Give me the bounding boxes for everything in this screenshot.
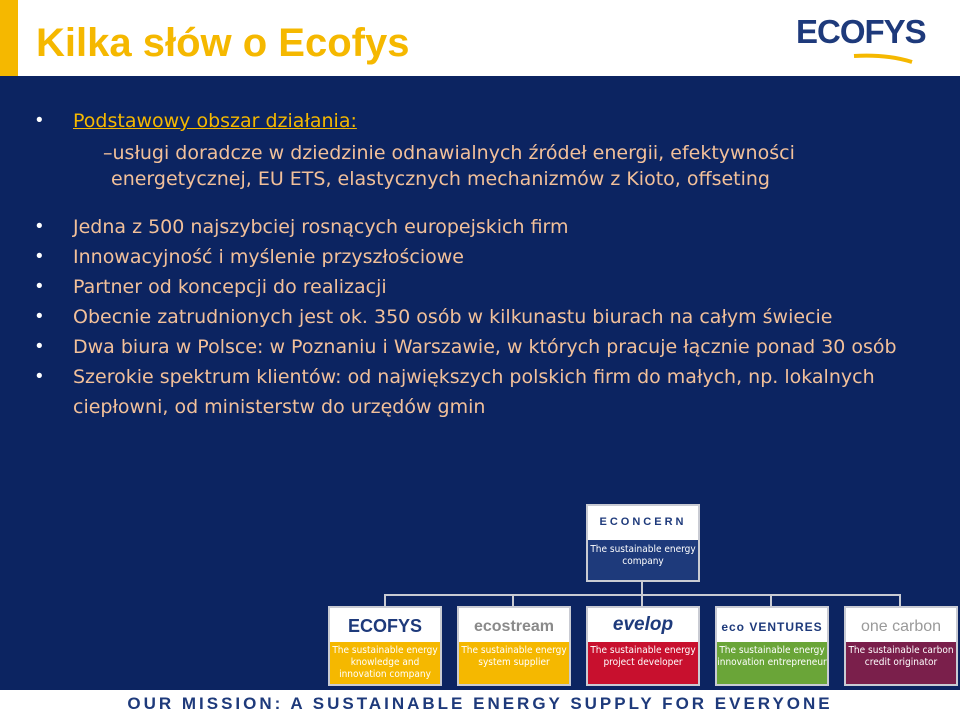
- org-caption: The sustainable energy knowledge and innovation company: [330, 642, 440, 684]
- accent-bar: [0, 0, 18, 76]
- connector-line: [899, 594, 901, 606]
- header: [0, 0, 960, 76]
- bullet-list: [36, 106, 936, 422]
- bullet-item: [36, 332, 936, 362]
- mission-text: OUR MISSION: A SUSTAINABLE ENERGY SUPPLY FOR EVERYONE: [127, 694, 833, 713]
- org-box-eco-ventures: [715, 606, 829, 686]
- bullet-dot: •: [36, 306, 43, 327]
- bullet-text: Obecnie zatrudnionych jest ok. 350 osób w kilkunastu biurach na całym świecie: [73, 306, 833, 328]
- org-caption: The sustainable energy innovation entrepreneur: [717, 642, 827, 684]
- org-box-evelop: [586, 606, 700, 686]
- bullet-text: Podstawowy obszar działania:: [73, 110, 357, 132]
- bullet-item: [36, 106, 936, 136]
- org-box-ecofys: [328, 606, 442, 686]
- page-title: Kilka słów o Ecofys: [36, 21, 410, 65]
- logo-swoosh-icon: [796, 52, 916, 66]
- bullet-text: Innowacyjność i myślenie przyszłościowe: [73, 246, 464, 268]
- org-caption: The sustainable energy company: [588, 540, 698, 580]
- org-name: one carbon: [860, 618, 942, 635]
- bullet-dot: •: [36, 366, 43, 387]
- mission-banner: [0, 690, 960, 720]
- bullet-text: Jedna z 500 najszybciej rosnących europejskich firm: [73, 216, 569, 238]
- bullet-text: Dwa biura w Polsce: w Poznaniu i Warszawie, w których pracuje łącznie ponad 30 osób: [73, 336, 897, 358]
- org-box-econcern: [586, 504, 700, 582]
- sub-bullet-text: –usługi doradcze w dziedzinie odnawialnych źródeł energii, efektywności energetycznej, EU ETS, elastycznych mechanizmów z Kioto, offseting: [103, 142, 795, 190]
- bullet-item: [36, 272, 936, 302]
- bullet-text: Szerokie spektrum klientów: od największych polskich firm do małych, np. lokalnych ciepłowni, od ministerstw do urzędów gmin: [73, 366, 875, 418]
- org-name: evelop: [612, 614, 674, 635]
- org-name: ecostream: [473, 618, 555, 635]
- ecofys-logo: [796, 13, 926, 66]
- bullet-item: [36, 242, 936, 272]
- connector-line: [770, 594, 772, 606]
- bullet-text: Partner od koncepcji do realizacji: [73, 276, 387, 298]
- bullet-dot: •: [36, 110, 43, 131]
- logo-eco-text: ECO: [796, 13, 865, 50]
- org-box-ecostream: [457, 606, 571, 686]
- bullet-dot: •: [36, 246, 43, 267]
- bullet-item: [36, 362, 936, 422]
- bullet-dot: •: [36, 336, 43, 357]
- org-name: eco VENTURES: [721, 620, 823, 634]
- org-box-one-carbon: [844, 606, 958, 686]
- org-name: ECOFYS: [347, 616, 422, 636]
- org-caption: The sustainable energy project developer: [588, 642, 698, 684]
- org-name: ECONCERN: [599, 516, 687, 528]
- bullet-dot: •: [36, 276, 43, 297]
- bullet-item: [36, 212, 936, 242]
- org-chart: [0, 500, 960, 690]
- org-caption: The sustainable energy system supplier: [459, 642, 569, 684]
- connector-line: [641, 594, 643, 606]
- connector-line: [384, 594, 386, 606]
- logo-fys-text: FYS: [864, 13, 926, 50]
- org-caption: The sustainable carbon credit originator: [846, 642, 956, 684]
- connector-line: [512, 594, 514, 606]
- bullet-item: [36, 302, 936, 332]
- bullet-dot: •: [36, 216, 43, 237]
